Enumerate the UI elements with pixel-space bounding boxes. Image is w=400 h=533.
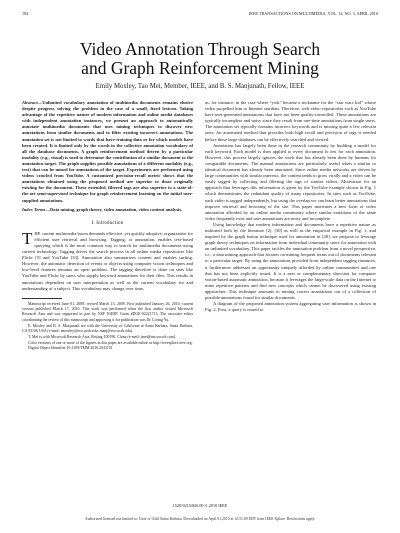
paper-title: [20, 40, 380, 78]
abstract: [22, 100, 193, 204]
intro-paragraph: [22, 228, 193, 292]
footnote-affiliation-msra: T. Mei is with Microsoft Research Asia, Beijing 100190, China (e-mail: tmei@microsoft.com).: [28, 334, 177, 339]
running-header: [22, 10, 378, 18]
left-column: [22, 100, 193, 352]
title-line-1: Video Annotation Through Search: [79, 39, 321, 59]
copyright-footer: 1520-9210/$26.00 © 2010 IEEE: [172, 503, 228, 508]
index-terms-lead: Index Terms—: [22, 206, 51, 212]
abstract-text: Unlimited vocabulary annotation of multimedia documents remains elusive despite progress solving the problem in the case of a small, fixed lexicon. Taking advantage of the repetitive nature of modern information and online media databases with independent annotation instances, we present an approach to automatically annotate multimedia documents that uses mining techniques to discover new annotations from similar documents and to filter existing incorrect annotations. The annotation set is not limited to words that have training data or for which models have been created. It is limited only by the words in the collective annotation vocabulary of all the database documents. A graph reinforcement method driven by a particular modality (e.g., visual) is used to determine the contribution of a similar document to the annotation target. The graph supplies possible annotations of a different modality (e.g., text) that can be mined for annotations of the target. Experiments are performed using videos crawled from YouTube. A customized precision-recall metric shows that the annotations obtained using the proposed method are superior to those originally existing for the document. These extended, filtered tags are also superior to a state-of-the-art semi-supervised technique for graph reinforcement learning on the initial user-supplied annotations.: [22, 100, 193, 203]
title-line-2: and Graph Reinforcement Mining: [81, 58, 319, 78]
index-terms-text: Data mining, graph theory, video annotation, video content analysis.: [50, 206, 183, 212]
body-paragraph: Annotation has largely been done in the research community by building a model for each keyword. Each model is then applied to every document to test for each annotation. However, this process largely ignores the work that has already been done by humans for comparable documents. The manual annotations are particularly useful when a similar or identical document has already been annotated. Since online media networks are driven by large communities with similar interests, the content tends to grow virally and a video can be easily tagged by collecting and filtering the tags of similar videos. Motivation for an approach that leverages this information is given by the YouTube example shown in Fig. 1 which demonstrates the redundant quality of many repositories. In sites such as YouTube, each video is tagged independently, but using the overlap we can learn better annotations that improve retrieval and browsing of the site. This paper motivates a new form of video annotation afforded by an online media community where similar variations of the same video frequently exist and user annotations are noisy and incomplete.: [205, 142, 376, 221]
footnote-divider: [22, 298, 62, 299]
drop-cap: T: [22, 228, 33, 248]
abstract-lead: Abstract—: [22, 100, 43, 105]
intro-text: HE current multimedia boom demands effective, yet quickly adoptive, organization for efficient user retrieval and browsing. Tagging, or annotation, enables text-based querying which is the most common way to search for multimedia documents using current technology. Tagging drives the search process in all online media repositories like Flickr [5] and YouTube [33]. Annotation also summarizes content and enables surfing. However, the automatic detection of events or objects using computer vision techniques and low-level features remains an open problem. The tagging therefore is done on sites like YouTube and Flickr by users who supply keyword annotations for their files. This results in annotations dependent on user interpretation as well as the current vocabulary for and understanding of a subject. This vocabulary may change over time,: [22, 230, 193, 291]
index-terms: [22, 207, 193, 213]
authorization-footer: Authorized licensed use limited to: Univ of Calif Santa Barbara. Downloaded on April 01,2010 at 12:51:09 EDT from IEEE Xplore. Restrictions apply.: [84, 517, 316, 521]
footnote-color: Color versions of one or more of the figures in this paper are available online at http://ieeexplore.ieee.org.: [28, 340, 193, 345]
page-number: 184: [22, 11, 29, 16]
footnote-affiliation-ucsb: E. Moxley and B. S. Manjunath are with the University of California at Santa Barbara, Santa Barbara, CA 93106 USA (e-mail: emoxley@ece.ucsb.edu; manj@ece.ucsb.edu).: [22, 323, 193, 333]
journal-header: IEEE TRANSACTIONS ON MULTIMEDIA, VOL. 12, NO. 3, APRIL 2010: [248, 11, 378, 16]
footnote-received: Manuscript received June 01, 2008; revised March 13, 2009. First published January 26, 2010; current version published March 17, 2010. This work was performed when the first author visited Microsoft Research Asia and was supported in part by NSF IGERT Grant #DGE-02221713. The associate editor coordinating the review of this manuscript and approving it for publication was Dr. Loring Yu.: [22, 301, 193, 322]
author-list: Emily Moxley, Tao Mei, Member, IEEE, and B. S. Manjunath, Fellow, IEEE: [95, 83, 305, 90]
section-heading: I. Introduction: [91, 220, 124, 226]
right-column: [205, 100, 376, 313]
body-paragraph: A diagram of the proposed annotation system aggregating user information is shown in Fig. 2. First, a query is issued to: [205, 301, 376, 313]
footnote-doi: Digital Object Identifier 10.1109/TMM.2010.2041101: [28, 346, 113, 351]
body-paragraph: Using knowledge that modern information and documents have a repetitive nature as indicated both by the literature [2], [30] as well as the empirical example in Fig. 1, and inspired by the graph fusion technique used for annotation in [28], we propose to leverage graph theory techniques on information from individual community users for annotation with an unlimited vocabulary. This paper tackles the annotation problem from a novel perspective, i.e., a data mining approach that focuses on mining frequent terms out of documents relevant to a particular target. By using the annotations provided from independent tagging instances, it furthermore addresses an opportunity uniquely afforded by online communities and one that has not been explicitly tested. It is a new or complementary direction for computer vision-based automatic annotation, because it leverages the large-scale data on the Internet to mine repetitive patterns and find new concepts which cannot be discovered using existing approaches. This technique amounts to mining correct annotations out of a collection of possible annotations found for similar documents.: [205, 221, 376, 300]
body-paragraph: as, for instance, in the case where “ywk” became a nickname for the “star wars kid” whose video propelled him to Internet stardom. Therefore, web video repositories such as YouTube have user-generated annotations that have not been quality-controlled. These annotations are typically incomplete and noisy since they result from one-time annotations from single users. The annotation set typically contains incorrect keywords and is missing quite a few relevant ones. An automated method that provides both high recall and precision of tags is needed before these large databases can be effectively searched and viewed.: [205, 100, 376, 142]
footnotes: [22, 302, 193, 352]
